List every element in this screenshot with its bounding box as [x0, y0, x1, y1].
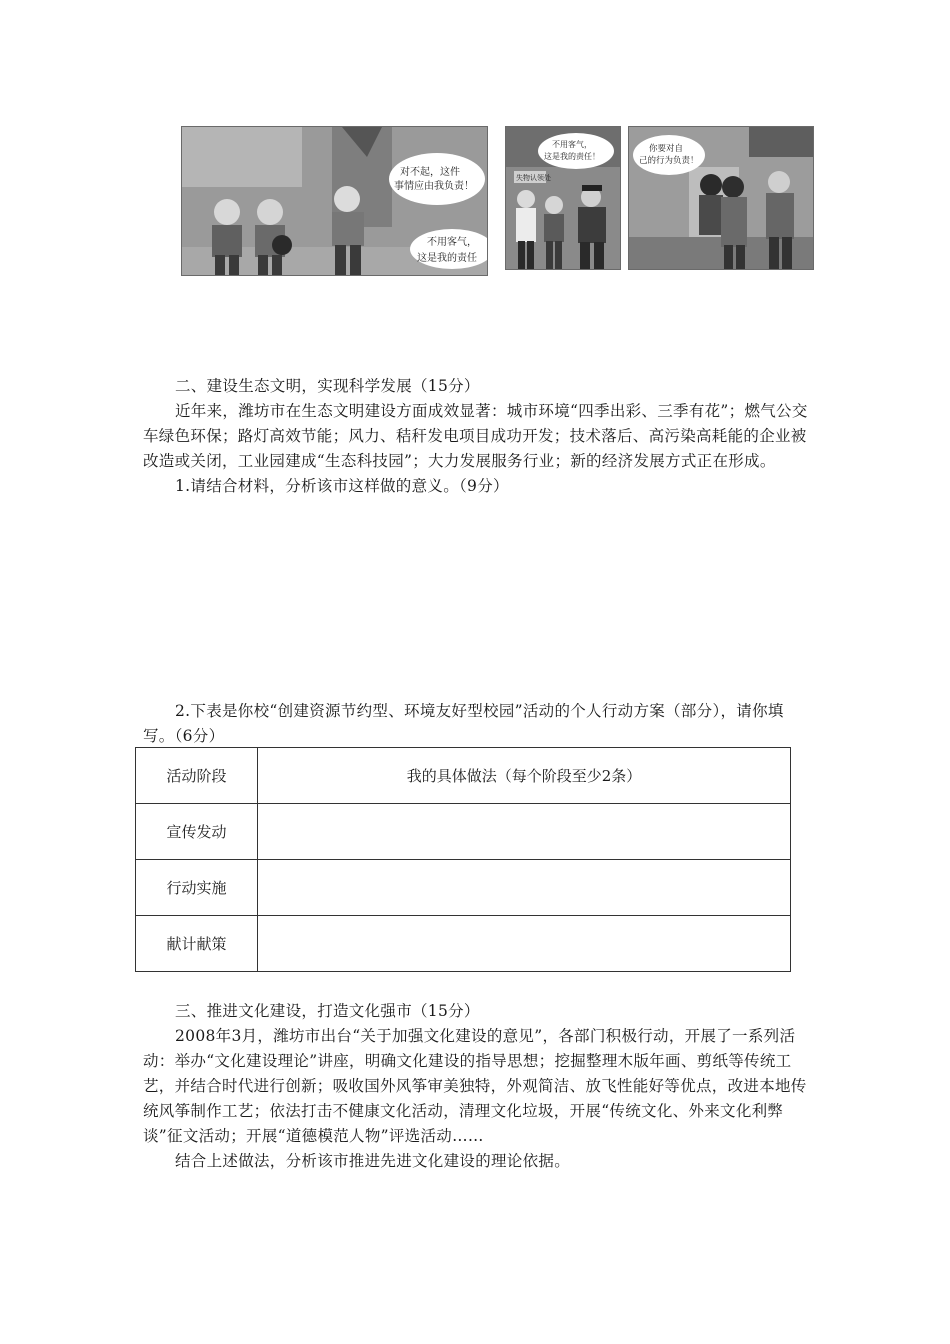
section-2-title: 二、建设生态文明，实现科学发展（15分） [175, 377, 480, 395]
stage-cell: 宣传发动 [136, 804, 258, 860]
comic-1-bubble-a-line-2: 事情应由我负责！ [394, 181, 474, 192]
question-1: 1.请结合材料，分析该市这样做的意义。（9分） [175, 477, 509, 495]
header-stage: 活动阶段 [136, 748, 258, 804]
comic-3-bubble-line-2: 己的行为负责！ [639, 156, 699, 166]
comic-2-sign: 失物认领处 [516, 174, 551, 182]
question-2: 2.下表是你校“创建资源节约型、环境友好型校园”活动的个人行动方案（部分），请你填写。（6分） [143, 702, 784, 745]
section-3-question: 结合上述做法，分析该市推进先进文化建设的理论依据。 [175, 1152, 571, 1170]
table-row [136, 860, 791, 916]
section-3 [143, 999, 809, 1174]
table-header-row [136, 748, 791, 804]
action-plan-table [135, 747, 791, 972]
table-row [136, 916, 791, 972]
comic-1-bubble-a-line-1: 对不起，这件 [400, 167, 460, 178]
header-method: 我的具体做法（每个阶段至少2条） [258, 748, 791, 804]
comic-2-bubble-line-1: 不用客气， [552, 140, 592, 149]
comic-1-bubble-b-line-1: 不用客气， [427, 237, 477, 248]
comic-1-bubble-b-line-2: 这是我的责任 [417, 253, 477, 264]
section-3-title: 三、推进文化建设，打造文化强市（15分） [175, 1002, 480, 1020]
comic-2-bubble-line-2: 这是我的责任！ [544, 152, 600, 161]
section-2-paragraph: 近年来，潍坊市在生态文明建设方面成效显著：城市环境“四季出彩、三季有花”；燃气公交车绿色环保；路灯高效节能；风力、秸秆发电项目成功开发；技术落后、高污染高耗能的企业被改造或关闭，工业园建成“生态科技园”；大力发展服务行业；新的经济发展方式正在形成。 [143, 402, 808, 470]
stage-cell: 献计献策 [136, 916, 258, 972]
comic-3-bubble-line-1: 你要对自 [649, 144, 684, 154]
section-2 [143, 374, 809, 499]
stage-cell: 行动实施 [136, 860, 258, 916]
comic-panel-1 [181, 126, 488, 276]
method-cell[interactable] [258, 804, 791, 860]
comic-panel-2 [505, 126, 621, 270]
method-cell[interactable] [258, 916, 791, 972]
method-cell[interactable] [258, 860, 791, 916]
comic-panel-3 [628, 126, 814, 270]
section-3-paragraph: 2008年3月，潍坊市出台“关于加强文化建设的意见”，各部门积极行动，开展了一系列活动：举办“文化建设理论”讲座，明确文化建设的指导思想；挖掘整理木版年画、剪纸等传统工艺，并结合时代进行创新；吸收国外风筝审美独特，外观简洁、放飞性能好等优点，改进本地传统风筝制作工艺；依法打击不健康文化活动，清理文化垃圾，开展“传统文化、外来文化利弊谈”征文活动；开展“道德模范人物”评选活动…… [143, 1027, 807, 1145]
question-2-block [143, 699, 809, 749]
table-row [136, 804, 791, 860]
